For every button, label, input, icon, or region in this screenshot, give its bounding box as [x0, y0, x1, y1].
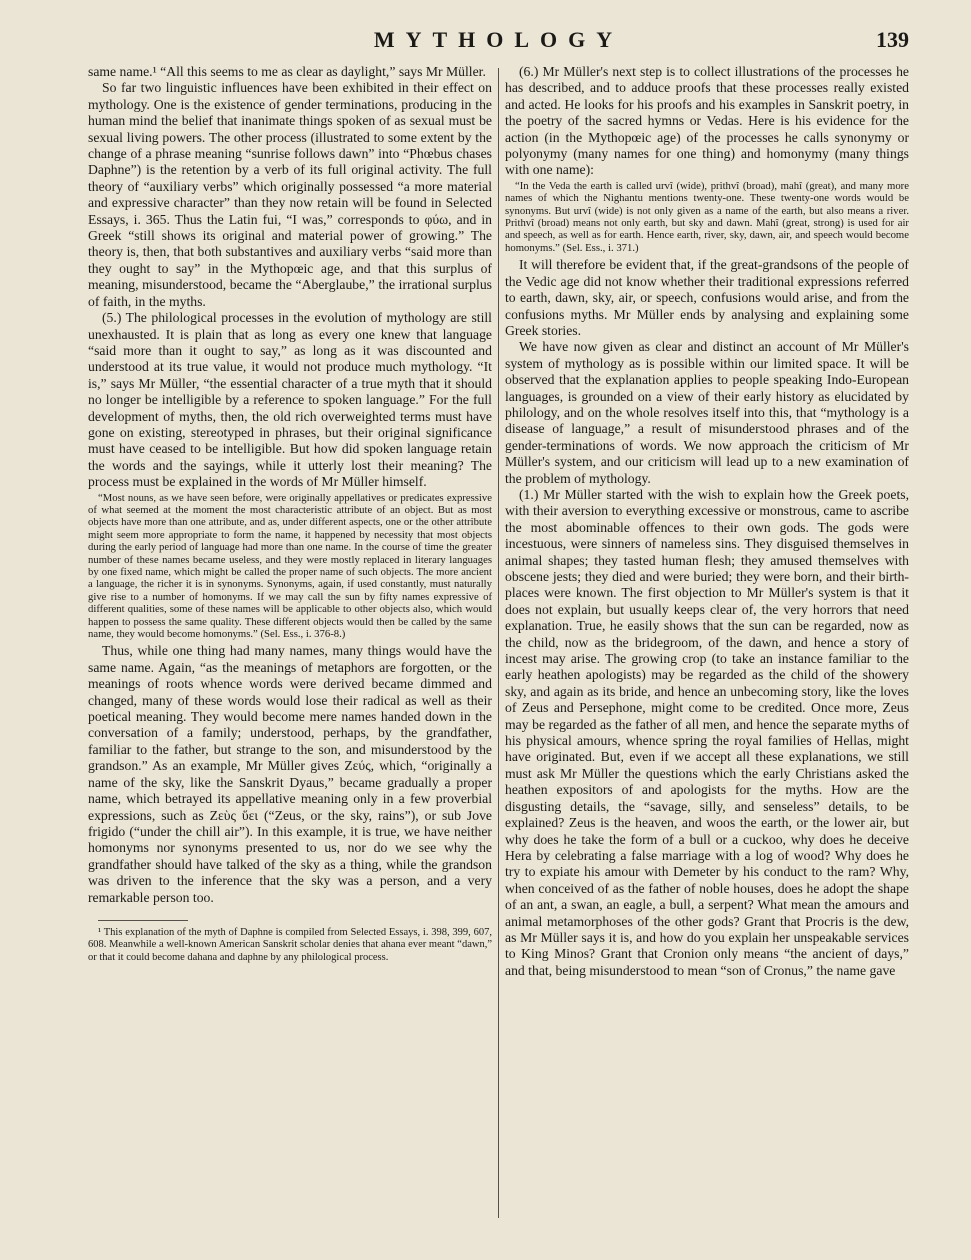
paragraph: So far two linguistic influences have been exhibited in their effect on mythology. One is the existence of gender terminations, producing in the human mind the belief that inanimate things spoken of as sexual must be sexual living powers. The other process (illustrated to some extent by the change of a phrase meaning “sunrise follows dawn” into “Phœbus chases Daphne”) is the retention by a verb of its full original activity. The full theory of “auxiliary verbs” which originally possessed “a more material and expressive character” than they now retain will be found in Selected Essays, i. 365. Thus the Latin fui, “I was,” corresponds to φύω, and in Greek “still shows its original and material power of growing.” The theory is, then, that both substantives and auxiliary verbs “said more than they ought to say” in the Mythopœic age, and that this surplus of meaning, misunderstood, became the “Aberglaube,” the irrational surplus of faith, in the myths. — [88, 80, 492, 309]
left-column — [88, 64, 492, 1218]
paragraph: Thus, while one thing had many names, many things would have the same name. Again, “as the meanings of metaphors are forgotten, or the meanings of roots whence words were derived became dimmed and changed, many of these words would lose their radical as well as their poetical meaning. They would become mere names handed down in the conversation of a family; understood, perhaps, by the grandfather, familiar to the father, but strange to the son, and misunderstood by the grandson.” As an example, Mr Müller gives Ζεύς, which, “originally a name of the sky, like the Sanskrit Dyaus,” became gradually a proper name, which betrayed its appellative meaning only in a few proverbial expressions, such as Ζεὺς ὕει (“Zeus, or the sky, rains”), or sub Jove frigido (“under the chill air”). In this example, it is true, we have neither homonyms nor synonyms presented to us, nor do we see why the grandfather should have talked of the sky as a thing, while the grandson was driven to the inference that the sky was a person, and a very remarkable person too. — [88, 643, 492, 905]
two-column-body — [88, 64, 909, 1218]
footnote: ¹ This explanation of the myth of Daphne is compiled from Selected Essays, i. 398, 399, 607, 608. Meanwhile a well-known American Sanskrit scholar denies that ahana ever meant “dawn,” or that it could become dahana and daphne by any philological process. — [88, 926, 492, 963]
running-header — [88, 22, 909, 58]
paragraph: It will therefore be evident that, if the great-grandsons of the people of the Vedic age did not know whether their traditional expressions referred to earth, dawn, sky, air, or speech, confusions would arise, and from the confusions myths. Mr Müller ends by analysing and explaining some Greek stories. — [505, 257, 909, 338]
column-divider — [498, 68, 499, 1218]
block-quote-text: “In the Veda the earth is called urvî (wide), prithvî (broad), mahî (great), and many more names of which the Nighantu mentions twenty-one. These twenty-one words would be synonyms. But urvî (wide) is not only given as a name of the earth, but also means a river. Prithvî (broad) means not only earth, but sky and dawn. Mahî (great, strong) is used for air and speech, as well as for earth. Hence earth, river, sky, dawn, air, and speech would become homonyms.” (Sel. Ess., i. 371.) — [505, 179, 909, 254]
footnote-rule — [98, 920, 188, 921]
page-number: 139 — [876, 27, 909, 52]
paragraph: (5.) The philological processes in the evolution of mythology are still unexhausted. It is plain that as long as every one knew that language “said more than it ought to say,” as long as it was discounted and understood at its true value, it would not produce much mythology. “It is,” says Mr Müller, “the essential character of a true myth that it should no longer be intelligible by a reference to spoken language.” For the full development of myths, then, the old rich overweighted terms must have gone on existing, stereotyped in phrases, but their original significance must have ceased to be intelligible. But how did spoken language retain the words and the sayings, while it utterly lost their meaning? The process must be explained in the words of Mr Müller himself. — [88, 310, 492, 490]
running-title: MYTHOLOGY — [373, 27, 624, 52]
block-quote — [505, 180, 909, 254]
paragraph: (6.) Mr Müller's next step is to collect illustrations of the processes he has described, and to adduce proofs that these processes really existed and acted. He looks for his proofs and his examples in Sanskrit poetry, in the poetry of the sacred hymns or Vedas. Here is his evidence for the action (in the Mythopœic age) of the processes he calls synonymy or polyonymy (many names for one thing) and homonymy (many things with one name): — [505, 64, 909, 178]
paragraph: (1.) Mr Müller started with the wish to explain how the Greek poets, with their aversion to everything excessive or monstrous, came to ascribe the most abominable offences to their own gods. The gods were incestuous, were sinners of nameless sins. They disguised themselves in animal shapes; they tasted human flesh; they amused themselves with obscene jests; they died and were buried; they were born, and their birth-places were known. The first objection to Mr Müller's system is that it does not explain, but usually keeps clear of, the very horrors that need explanation. True, he easily shows that the sun can be regarded, now as the child, now as the bridegroom, of the dawn, and hence a story of incest may arise. The growing crop (to take an instance familiar to the early heathen apologists) may be regarded as the child of the showery sky, and again as its bride, and hence an unbecoming story, like the loves of Zeus and Persephone, might come to be credited. Once more, Zeus may be regarded as the father of all men, and hence the separate myths of his physical amours, whence spring the royal families of Hellas, might have originated. But, even if we accept all these explanations, we still must ask Mr Müller the questions which the early Christians asked the heathen expositors of and apologists for the myths. How are the disgusting details, the “savage, silly, and senseless” details, to be explained? Zeus is the heaven, and woos the earth, or the lower air, but why does he take the form of a bull or a cuckoo, why does he deceive Hera by celebrating a false marriage with a log of wood? Why does he try to expiate his amour with Demeter by his conduct to the ram? Why, when conceived of as the father of noble houses, does he adopt the shape of an ant, a swan, an eagle, a bull, a serpent? What mean the amours and animal metamorphoses of the other gods? Grant that Procris is the dew, as Mr Müller says it is, and how do you explain her unspeakable services to King Minos? Grant that Cronion only means “the ancient of days,” and that, being misunderstood to mean “son of Cronus,” the name gave — [505, 486, 909, 978]
paragraph: We have now given as clear and distinct an account of Mr Müller's system of mythology as is possible within our limited space. It will be observed that the explanation applies to people speaking Indo-European languages, is grounded on a view of their early history as elucidated by philology, and on the whole resolves itself into this, that “mythology is a disease of language,” a result of misunderstood phrases and of the gender-terminations of words. We now approach the criticism of Mr Müller's system, and our criticism will lead up to a new examination of the problem of mythology. — [505, 339, 909, 486]
block-quote — [88, 492, 492, 641]
right-column — [505, 64, 909, 1218]
block-quote-text: “Most nouns, as we have seen before, were originally appellatives or predicates expressive of what seemed at the moment the most characteristic attribute of an object. But as most objects have more than one attribute, and as, under different aspects, one or the other attribute might seem more appropriate to form the name, it happened by necessity that most objects during the early period of language had more than one name. In the course of time the greater number of these names became useless, and they were mostly replaced in literary languages by one fixed name, which might be called the proper name of such objects. The more ancient a language, the richer it is in synonyms. Synonyms, again, if used constantly, must naturally give rise to a number of homonyms. If we may call the sun by fifty names expressive of different qualities, some of these names will be applicable to other objects also, which would happen to possess the same quality. These different objects would then be called by the same name, they would become homonyms.” (Sel. Ess., i. 376-8.) — [88, 491, 492, 641]
paragraph: same name.¹ “All this seems to me as clear as daylight,” says Mr Müller. — [88, 64, 486, 79]
